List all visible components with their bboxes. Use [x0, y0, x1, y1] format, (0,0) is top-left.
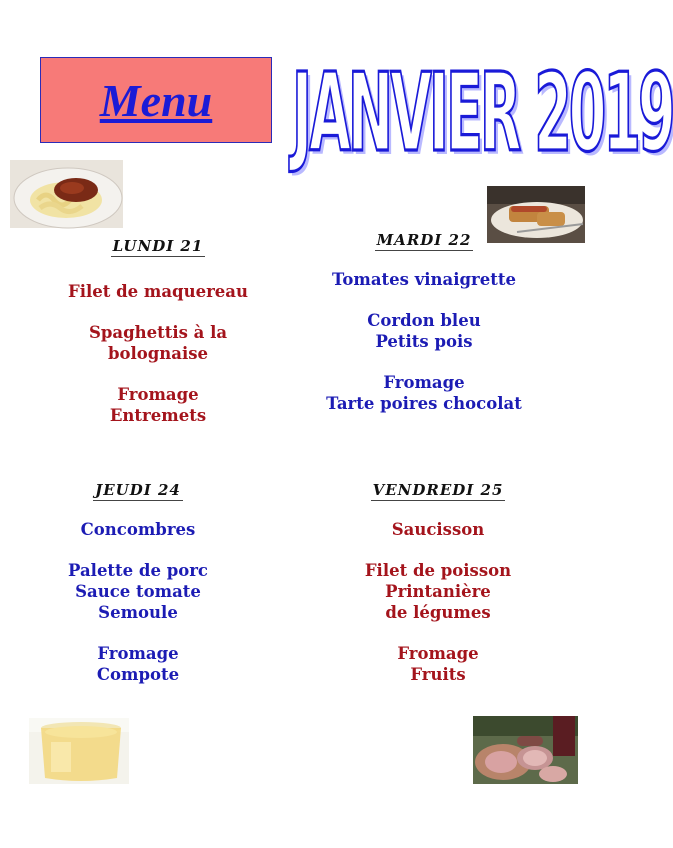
dish-main: Palette de porc: [68, 561, 208, 580]
dish-main: bolognaise: [107, 344, 209, 363]
day-name-monday: LUNDI 21: [112, 237, 204, 255]
dish-side: Petits pois: [375, 332, 473, 351]
menu-title: Menu: [99, 74, 213, 126]
dish-dessert: Tarte poires chocolat: [326, 394, 522, 413]
dish-sauce: Sauce tomate: [75, 582, 201, 601]
day-name-friday: VENDREDI 25: [372, 481, 504, 499]
day-name-tuesday: MARDI 22: [376, 231, 472, 249]
dish-cheese: Fromage: [117, 385, 199, 404]
menu-title-box: [40, 57, 272, 143]
month-title: JANVIER 2019: [292, 50, 673, 176]
day-friday: [318, 480, 558, 685]
dish-side: Semoule: [98, 603, 178, 622]
pasta-bolognese-photo: [10, 160, 123, 228]
day-thursday: [18, 480, 258, 685]
day-tuesday: [304, 230, 544, 414]
dish-dessert: Fruits: [410, 665, 466, 684]
day-name-thursday: JEUDI 24: [95, 481, 181, 499]
dish-starter: Tomates vinaigrette: [332, 270, 516, 289]
dish-dessert: Compote: [96, 665, 180, 684]
dish-main: Cordon bleu: [367, 311, 481, 330]
dish-cheese: Fromage: [397, 644, 479, 663]
dish-main: Spaghettis à la: [88, 323, 228, 342]
saucisson-photo: [473, 716, 578, 784]
dish-cheese: Fromage: [97, 644, 179, 663]
dish-side: Printanière: [385, 582, 491, 601]
dish-starter: Saucisson: [391, 520, 485, 539]
dish-cheese: Fromage: [383, 373, 465, 392]
dish-starter: Filet de maquereau: [68, 282, 248, 301]
dish-main: Filet de poisson: [364, 561, 512, 580]
dish-dessert: Entremets: [109, 406, 207, 425]
day-monday: [38, 236, 278, 426]
dish-starter: Concombres: [80, 520, 196, 539]
dish-side: de légumes: [385, 603, 491, 622]
compote-photo: [29, 718, 129, 784]
